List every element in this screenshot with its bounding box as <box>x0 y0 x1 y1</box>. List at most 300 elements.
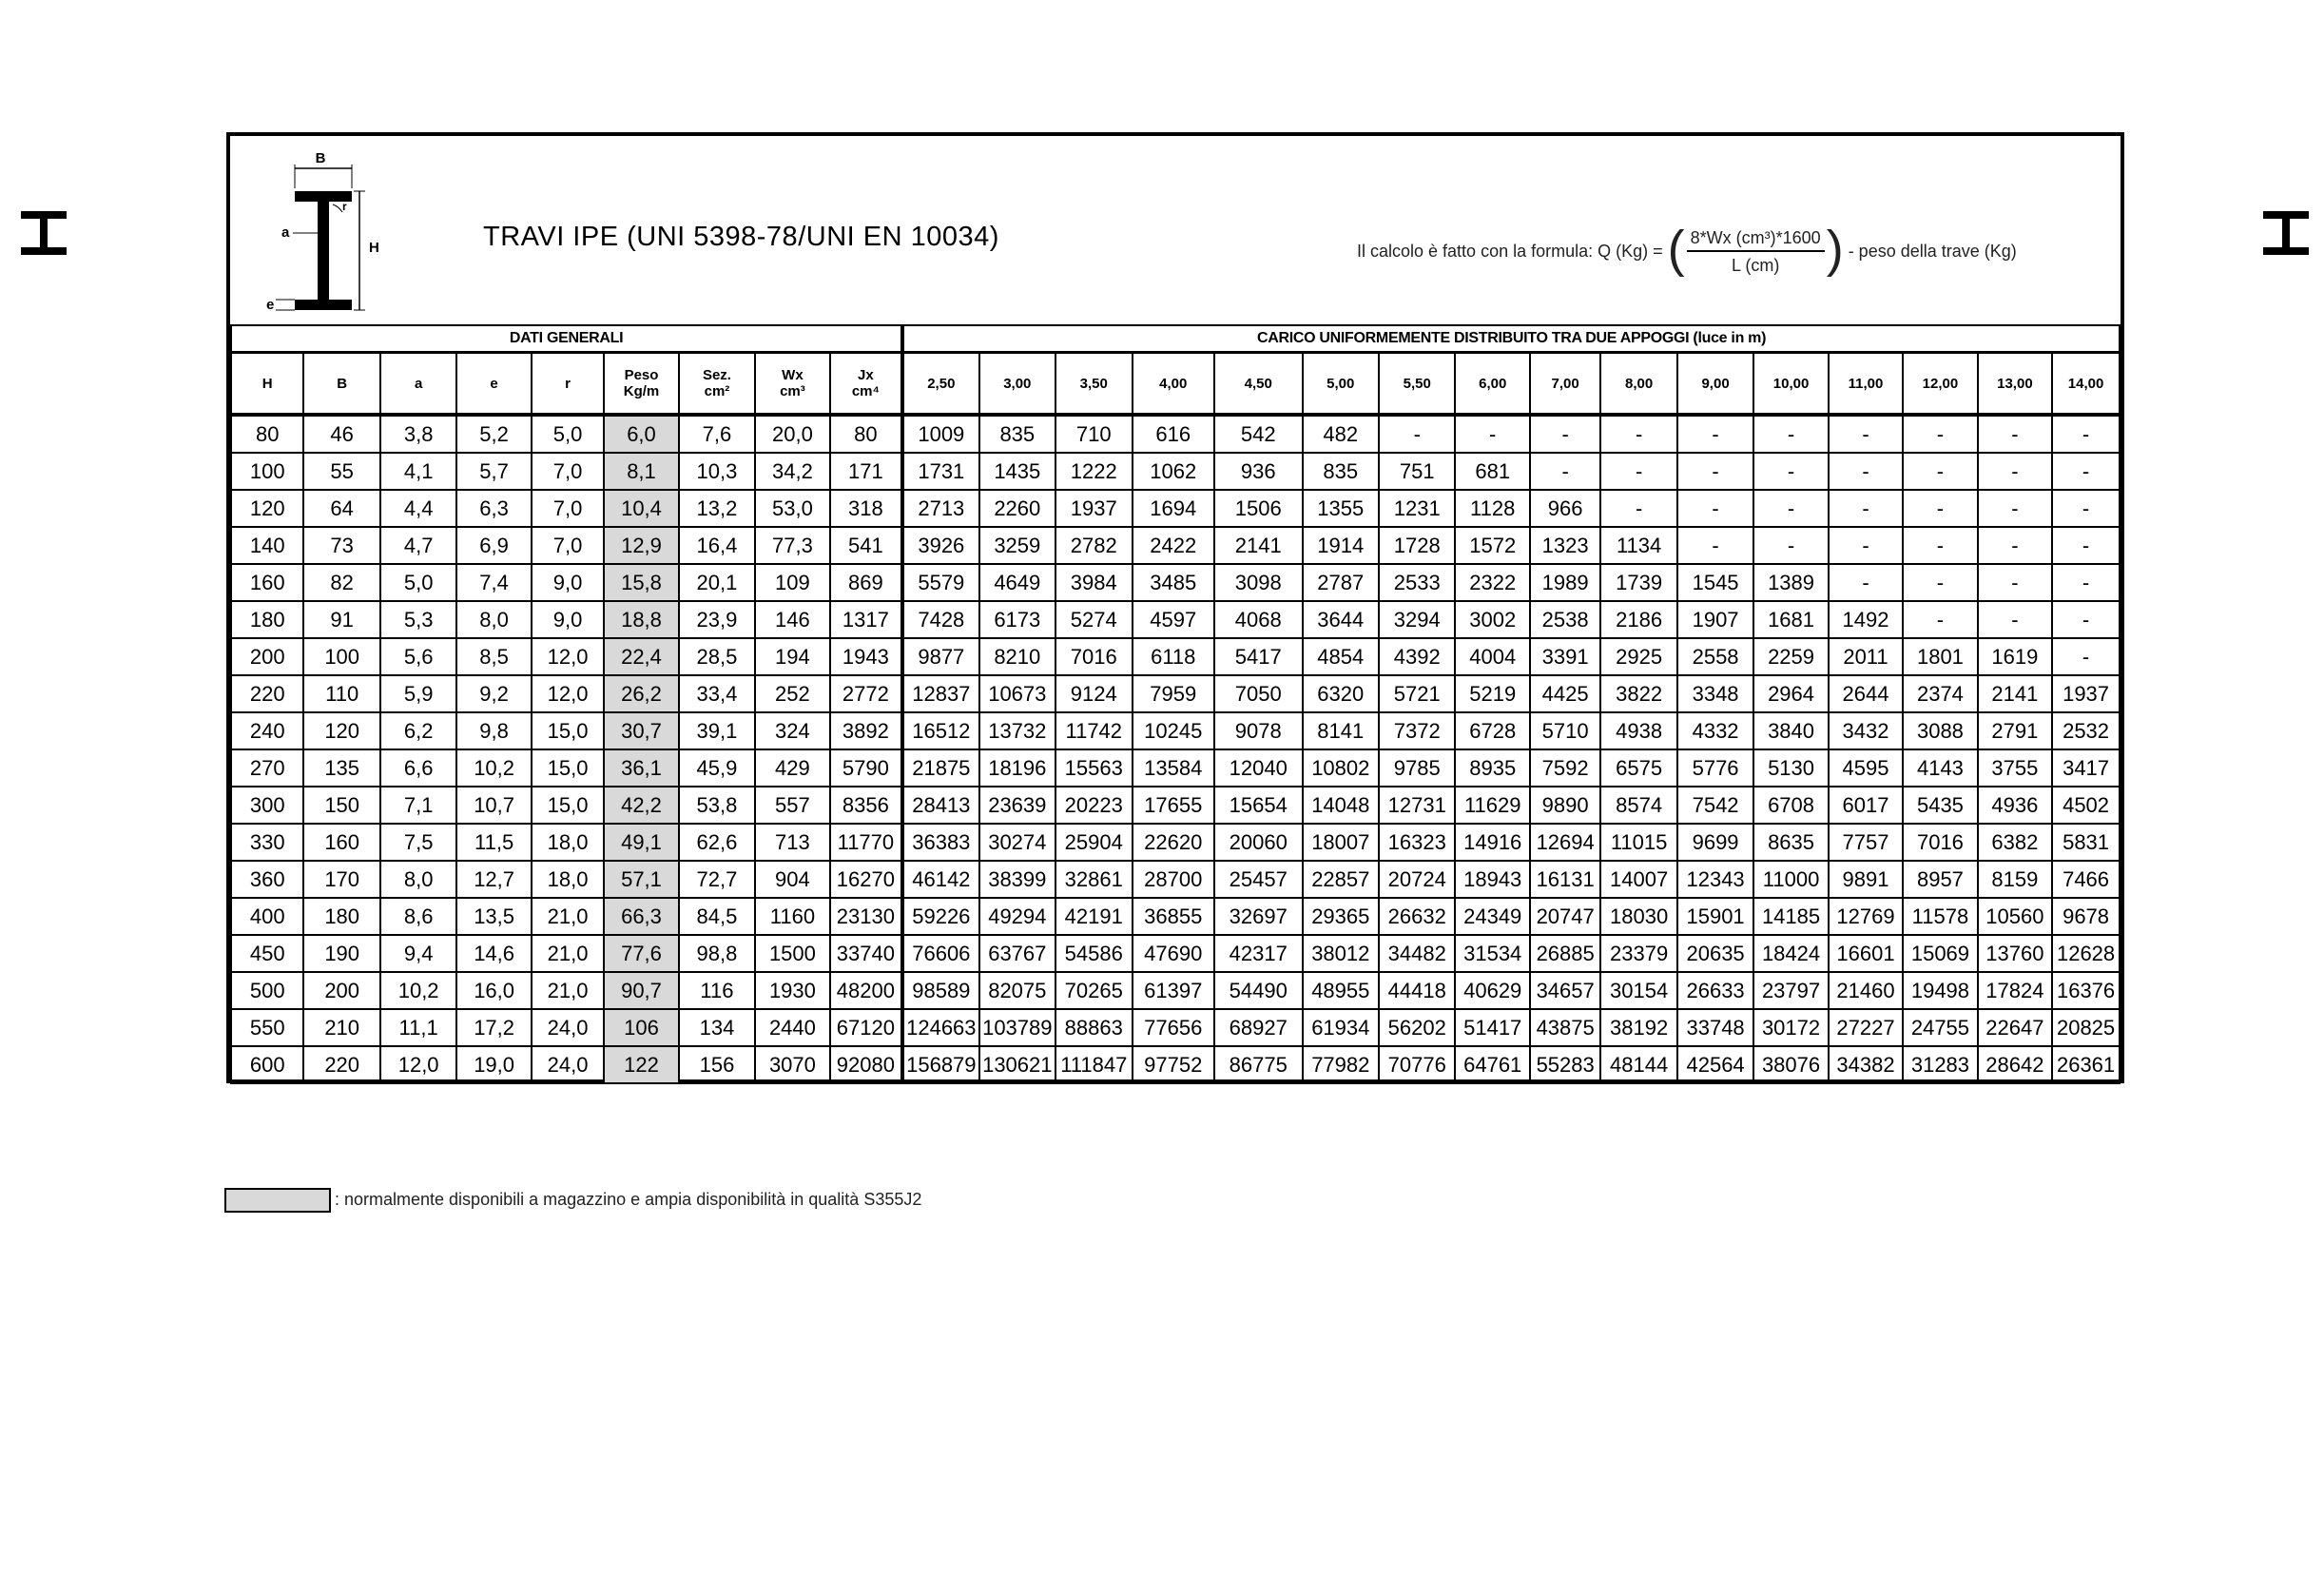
table-cell: 12694 <box>1530 824 1600 861</box>
table-cell: 11,5 <box>456 824 531 861</box>
table-cell: 220 <box>231 675 303 712</box>
table-cell: 9,0 <box>532 564 604 601</box>
table-cell: 1943 <box>830 638 902 675</box>
table-cell: 1739 <box>1600 564 1676 601</box>
table-cell: 4392 <box>1379 638 1455 675</box>
table-cell: 34382 <box>1829 1046 1903 1083</box>
table-cell: 34482 <box>1379 935 1455 972</box>
table-cell: 33,4 <box>679 675 755 712</box>
weight-cell: 8,1 <box>604 453 678 490</box>
span-header: 9,00 <box>1677 353 1753 416</box>
table-cell: 3432 <box>1829 712 1903 749</box>
table-cell: 7959 <box>1133 675 1215 712</box>
table-cell: 2772 <box>830 675 902 712</box>
weight-cell: 66,3 <box>604 898 678 935</box>
table-cell: 13,2 <box>679 490 755 527</box>
table-cell: 64 <box>303 490 379 527</box>
table-cell: 22620 <box>1133 824 1215 861</box>
table-cell: 43875 <box>1530 1009 1600 1046</box>
table-cell: 29365 <box>1303 898 1379 935</box>
table-cell: 10,3 <box>679 453 755 490</box>
table-cell: 5,9 <box>380 675 456 712</box>
table-cell: 6382 <box>1978 824 2052 861</box>
weight-cell: 77,6 <box>604 935 678 972</box>
table-cell: 80 <box>231 415 303 453</box>
table-cell: 2558 <box>1677 638 1753 675</box>
table-cell: 14048 <box>1303 787 1379 824</box>
table-cell: 10,2 <box>380 972 456 1009</box>
table-row <box>231 972 2120 1009</box>
table-row <box>231 898 2120 935</box>
table-cell: 450 <box>231 935 303 972</box>
table-cell: 76606 <box>902 935 978 972</box>
table-cell: 17824 <box>1978 972 2052 1009</box>
table-cell: 32697 <box>1214 898 1303 935</box>
table-cell: 18007 <box>1303 824 1379 861</box>
span-header: 12,00 <box>1903 353 1977 416</box>
table-cell: 2782 <box>1055 527 1132 564</box>
table-cell: 6,3 <box>456 490 531 527</box>
table-cell: 103789 <box>979 1009 1055 1046</box>
beam-label-a: a <box>281 224 290 241</box>
table-cell: 8,0 <box>380 861 456 898</box>
table-cell: - <box>1903 415 1977 453</box>
column-header: e <box>456 353 531 416</box>
table-cell: 2644 <box>1829 675 1903 712</box>
table-cell: 31534 <box>1455 935 1529 972</box>
table-cell: 7016 <box>1903 824 1977 861</box>
table-cell: - <box>1379 415 1455 453</box>
table-cell: 5,0 <box>532 415 604 453</box>
table-cell: 220 <box>303 1046 379 1083</box>
table-cell: - <box>1677 490 1753 527</box>
table-cell: - <box>1600 415 1676 453</box>
table-cell: 1128 <box>1455 490 1529 527</box>
table-cell: 4332 <box>1677 712 1753 749</box>
table-cell: 28700 <box>1133 861 1215 898</box>
table-cell: 15,0 <box>532 712 604 749</box>
table-cell: 22647 <box>1978 1009 2052 1046</box>
table-row <box>231 453 2120 490</box>
table-cell: 10245 <box>1133 712 1215 749</box>
table-cell: - <box>1978 527 2052 564</box>
table-cell: 30154 <box>1600 972 1676 1009</box>
table-cell: 140 <box>231 527 303 564</box>
table-cell: 34,2 <box>755 453 829 490</box>
table-cell: 1937 <box>1055 490 1132 527</box>
table-cell: 1323 <box>1530 527 1600 564</box>
table-cell: 6708 <box>1753 787 1828 824</box>
table-cell: 11578 <box>1903 898 1977 935</box>
table-cell: 12,0 <box>380 1046 456 1083</box>
table-cell: 8159 <box>1978 861 2052 898</box>
table-cell: 966 <box>1530 490 1600 527</box>
table-cell: - <box>1455 415 1529 453</box>
table-cell: 835 <box>979 415 1055 453</box>
table-cell: 1492 <box>1829 601 1903 638</box>
table-cell: 7428 <box>902 601 978 638</box>
table-cell: 9699 <box>1677 824 1753 861</box>
table-cell: 7,6 <box>679 415 755 453</box>
table-cell: 92080 <box>830 1046 902 1083</box>
table-cell: 2532 <box>2052 712 2120 749</box>
table-cell: 63767 <box>979 935 1055 972</box>
table-cell: 21460 <box>1829 972 1903 1009</box>
table-cell: 9877 <box>902 638 978 675</box>
table-cell: 13760 <box>1978 935 2052 972</box>
group-header-general: DATI GENERALI <box>231 325 902 353</box>
table-cell: 5831 <box>2052 824 2120 861</box>
table-cell: 5130 <box>1753 749 1828 787</box>
table-cell: 26633 <box>1677 972 1753 1009</box>
table-cell: - <box>1753 415 1828 453</box>
table-cell: 134 <box>679 1009 755 1046</box>
table-cell: 7,1 <box>380 787 456 824</box>
table-cell: 5,6 <box>380 638 456 675</box>
table-cell: 1930 <box>755 972 829 1009</box>
table-cell: 5790 <box>830 749 902 787</box>
table-row <box>231 675 2120 712</box>
table-cell: 21,0 <box>532 935 604 972</box>
legend-text: : normalmente disponibili a magazzino e ampia disponibilità in qualità S355J2 <box>335 1190 922 1209</box>
table-cell: 100 <box>231 453 303 490</box>
span-header: 3,50 <box>1055 353 1132 416</box>
table-cell: 38076 <box>1753 1046 1828 1083</box>
weight-cell: 10,4 <box>604 490 678 527</box>
table-cell: 16376 <box>2052 972 2120 1009</box>
table-cell: 62,6 <box>679 824 755 861</box>
table-header <box>230 136 2121 326</box>
table-cell: 9078 <box>1214 712 1303 749</box>
weight-cell: 90,7 <box>604 972 678 1009</box>
table-cell: 5219 <box>1455 675 1529 712</box>
table-cell: - <box>1978 490 2052 527</box>
table-cell: 7372 <box>1379 712 1455 749</box>
table-cell: 44418 <box>1379 972 1455 1009</box>
table-cell: 18196 <box>979 749 1055 787</box>
table-cell: 557 <box>755 787 829 824</box>
table-cell: 7757 <box>1829 824 1903 861</box>
table-cell: 15069 <box>1903 935 1977 972</box>
legend-swatch <box>224 1188 331 1213</box>
i-beam-icon <box>21 211 67 255</box>
table-cell: 20,1 <box>679 564 755 601</box>
table-cell: 3892 <box>830 712 902 749</box>
table-cell: 5274 <box>1055 601 1132 638</box>
table-cell: 11,1 <box>380 1009 456 1046</box>
table-cell: 3391 <box>1530 638 1600 675</box>
table-cell: - <box>1978 415 2052 453</box>
table-cell: 4936 <box>1978 787 2052 824</box>
table-cell: 15563 <box>1055 749 1132 787</box>
column-header: a <box>380 353 456 416</box>
table-cell: 9785 <box>1379 749 1455 787</box>
table-cell: 64761 <box>1455 1046 1529 1083</box>
table-cell: 20747 <box>1530 898 1600 935</box>
table-cell: 1694 <box>1133 490 1215 527</box>
table-cell: 18943 <box>1455 861 1529 898</box>
table-cell: 13,5 <box>456 898 531 935</box>
formula-numerator: 8*Wx (cm³)*1600 <box>1687 228 1825 252</box>
span-header: 14,00 <box>2052 353 2120 416</box>
table-cell: - <box>1903 564 1977 601</box>
table-cell: - <box>1829 527 1903 564</box>
table-cell: - <box>1753 453 1828 490</box>
span-header: 4,50 <box>1214 353 1303 416</box>
table-cell: 1619 <box>1978 638 2052 675</box>
load-formula: Il calcolo è fatto con la formula: Q (Kg) = ( $\frac{\text{8*Wx (cm³)*1600}}{L (cm)}$ ) - peso della trave (Kg) <box>1357 221 2017 278</box>
table-cell: 318 <box>830 490 902 527</box>
table-cell: 3294 <box>1379 601 1455 638</box>
table-cell: - <box>1530 415 1600 453</box>
weight-cell: 30,7 <box>604 712 678 749</box>
table-cell: 1914 <box>1303 527 1379 564</box>
beam-label-b: B <box>315 150 326 166</box>
table-cell: 1160 <box>755 898 829 935</box>
table-cell: 70776 <box>1379 1046 1455 1083</box>
table-cell: 18030 <box>1600 898 1676 935</box>
table-cell: 3348 <box>1677 675 1753 712</box>
table-cell: 2011 <box>1829 638 1903 675</box>
table-cell: 97752 <box>1133 1046 1215 1083</box>
table-cell: 616 <box>1133 415 1215 453</box>
table-cell: 73 <box>303 527 379 564</box>
table-cell: 1907 <box>1677 601 1753 638</box>
table-row <box>231 490 2120 527</box>
ipe-data-table <box>230 324 2121 1084</box>
table-cell: 59226 <box>902 898 978 935</box>
table-cell: 9678 <box>2052 898 2120 935</box>
table-cell: 1134 <box>1600 527 1676 564</box>
table-cell: 160 <box>303 824 379 861</box>
table-cell: 681 <box>1455 453 1529 490</box>
table-cell: 150 <box>303 787 379 824</box>
table-cell: 12,0 <box>532 638 604 675</box>
table-cell: 33740 <box>830 935 902 972</box>
table-cell: 5,2 <box>456 415 531 453</box>
table-cell: 68927 <box>1214 1009 1303 1046</box>
table-cell: 8,0 <box>456 601 531 638</box>
table-cell: 4938 <box>1600 712 1676 749</box>
table-cell: 2440 <box>755 1009 829 1046</box>
formula-denominator: L (cm) <box>1732 256 1780 276</box>
table-cell: 3417 <box>2052 749 2120 787</box>
span-header: 5,50 <box>1379 353 1455 416</box>
table-cell: 77656 <box>1133 1009 1215 1046</box>
weight-cell: 42,2 <box>604 787 678 824</box>
table-cell: 14007 <box>1600 861 1676 898</box>
table-cell: 20825 <box>2052 1009 2120 1046</box>
i-beam-icon <box>2263 211 2309 255</box>
table-row <box>231 824 2120 861</box>
table-cell: 14185 <box>1753 898 1828 935</box>
table-cell: 1317 <box>830 601 902 638</box>
table-cell: 8210 <box>979 638 1055 675</box>
table-cell: 2260 <box>979 490 1055 527</box>
table-cell: 24,0 <box>532 1009 604 1046</box>
table-cell: 8,5 <box>456 638 531 675</box>
table-cell: - <box>2052 638 2120 675</box>
table-row <box>231 861 2120 898</box>
table-cell: 53,0 <box>755 490 829 527</box>
beam-section-diagram <box>266 146 409 321</box>
table-cell: - <box>1677 453 1753 490</box>
table-cell: - <box>1753 490 1828 527</box>
table-cell: 541 <box>830 527 902 564</box>
table-cell: 12343 <box>1677 861 1753 898</box>
table-cell: 16512 <box>902 712 978 749</box>
table-cell: 6,2 <box>380 712 456 749</box>
table-cell: 2322 <box>1455 564 1529 601</box>
table-cell: 8635 <box>1753 824 1828 861</box>
weight-cell: 12,9 <box>604 527 678 564</box>
table-cell: 54586 <box>1055 935 1132 972</box>
table-cell: 12040 <box>1214 749 1303 787</box>
table-cell: 6575 <box>1600 749 1676 787</box>
table-cell: 9,8 <box>456 712 531 749</box>
table-cell: 330 <box>231 824 303 861</box>
table-cell: 24,0 <box>532 1046 604 1083</box>
table-cell: 38192 <box>1600 1009 1676 1046</box>
table-cell: 14916 <box>1455 824 1529 861</box>
table-cell: 12769 <box>1829 898 1903 935</box>
table-cell: 9124 <box>1055 675 1132 712</box>
table-cell: 194 <box>755 638 829 675</box>
table-cell: 88863 <box>1055 1009 1132 1046</box>
table-cell: 4425 <box>1530 675 1600 712</box>
table-cell: 1009 <box>902 415 978 453</box>
table-cell: 2141 <box>1214 527 1303 564</box>
table-cell: 7466 <box>2052 861 2120 898</box>
table-cell: 5710 <box>1530 712 1600 749</box>
table-cell: 80 <box>830 415 902 453</box>
column-header: r <box>532 353 604 416</box>
table-cell: 61397 <box>1133 972 1215 1009</box>
table-cell: 550 <box>231 1009 303 1046</box>
table-cell: 2538 <box>1530 601 1600 638</box>
table-cell: 130621 <box>979 1046 1055 1083</box>
table-cell: 7592 <box>1530 749 1600 787</box>
table-cell: 4649 <box>979 564 1055 601</box>
table-cell: - <box>2052 527 2120 564</box>
table-cell: 6,9 <box>456 527 531 564</box>
column-header: Jx cm⁴ <box>830 353 902 416</box>
table-cell: 13584 <box>1133 749 1215 787</box>
table-cell: 61934 <box>1303 1009 1379 1046</box>
table-cell: 20724 <box>1379 861 1455 898</box>
table-cell: 51417 <box>1455 1009 1529 1046</box>
weight-cell: 57,1 <box>604 861 678 898</box>
table-cell: - <box>2052 453 2120 490</box>
table-cell: 2791 <box>1978 712 2052 749</box>
table-cell: 8,6 <box>380 898 456 935</box>
table-cell: 324 <box>755 712 829 749</box>
table-cell: 20635 <box>1677 935 1753 972</box>
table-cell: 1062 <box>1133 453 1215 490</box>
table-cell: 835 <box>1303 453 1379 490</box>
weight-cell: 49,1 <box>604 824 678 861</box>
table-cell: 16270 <box>830 861 902 898</box>
table-cell: 56202 <box>1379 1009 1455 1046</box>
ipe-table-frame <box>226 132 2124 1083</box>
beam-label-h: H <box>369 240 379 256</box>
table-cell: 5579 <box>902 564 978 601</box>
table-cell: - <box>1903 601 1977 638</box>
table-cell: 17655 <box>1133 787 1215 824</box>
column-header: Peso Kg/m <box>604 353 678 416</box>
table-cell: - <box>1903 527 1977 564</box>
table-cell: 10,7 <box>456 787 531 824</box>
table-cell: 3755 <box>1978 749 2052 787</box>
table-cell: 36855 <box>1133 898 1215 935</box>
table-cell: 4,7 <box>380 527 456 564</box>
table-cell: 3822 <box>1600 675 1676 712</box>
table-cell: - <box>1753 527 1828 564</box>
table-cell: 46 <box>303 415 379 453</box>
table-cell: 6728 <box>1455 712 1529 749</box>
table-cell: 160 <box>231 564 303 601</box>
table-cell: 72,7 <box>679 861 755 898</box>
table-cell: 42564 <box>1677 1046 1753 1083</box>
span-header: 7,00 <box>1530 353 1600 416</box>
table-cell: 39,1 <box>679 712 755 749</box>
table-cell: 11629 <box>1455 787 1529 824</box>
table-cell: 5,3 <box>380 601 456 638</box>
table-row <box>231 1009 2120 1046</box>
table-cell: - <box>2052 564 2120 601</box>
table-cell: 31283 <box>1903 1046 1977 1083</box>
table-cell: 9890 <box>1530 787 1600 824</box>
table-cell: 28413 <box>902 787 978 824</box>
table-cell: 8935 <box>1455 749 1529 787</box>
table-cell: 84,5 <box>679 898 755 935</box>
table-cell: - <box>1978 601 2052 638</box>
table-cell: 55 <box>303 453 379 490</box>
table-cell: 2964 <box>1753 675 1828 712</box>
table-cell: 7,4 <box>456 564 531 601</box>
table-cell: 1801 <box>1903 638 1977 675</box>
table-cell: - <box>1829 453 1903 490</box>
table-cell: 55283 <box>1530 1046 1600 1083</box>
table-cell: 25457 <box>1214 861 1303 898</box>
table-cell: 2259 <box>1753 638 1828 675</box>
table-cell: 21875 <box>902 749 978 787</box>
table-cell: 9,2 <box>456 675 531 712</box>
table-cell: 5435 <box>1903 787 1977 824</box>
group-header-load: CARICO UNIFORMEMENTE DISTRIBUITO TRA DUE APPOGGI (luce in m) <box>902 325 2120 353</box>
table-cell: 713 <box>755 824 829 861</box>
table-cell: 751 <box>1379 453 1455 490</box>
table-cell: 500 <box>231 972 303 1009</box>
table-cell: 16,0 <box>456 972 531 1009</box>
table-cell: 6,6 <box>380 749 456 787</box>
table-cell: 1389 <box>1753 564 1828 601</box>
table-cell: 4143 <box>1903 749 1977 787</box>
table-cell: 3485 <box>1133 564 1215 601</box>
table-cell: 11770 <box>830 824 902 861</box>
table-cell: 3098 <box>1214 564 1303 601</box>
table-cell: 25904 <box>1055 824 1132 861</box>
weight-cell: 22,4 <box>604 638 678 675</box>
table-cell: 48144 <box>1600 1046 1676 1083</box>
table-cell: - <box>2052 490 2120 527</box>
weight-cell: 6,0 <box>604 415 678 453</box>
table-cell: 869 <box>830 564 902 601</box>
table-cell: 360 <box>231 861 303 898</box>
table-cell: 9,4 <box>380 935 456 972</box>
table-cell: 270 <box>231 749 303 787</box>
table-cell: 1506 <box>1214 490 1303 527</box>
